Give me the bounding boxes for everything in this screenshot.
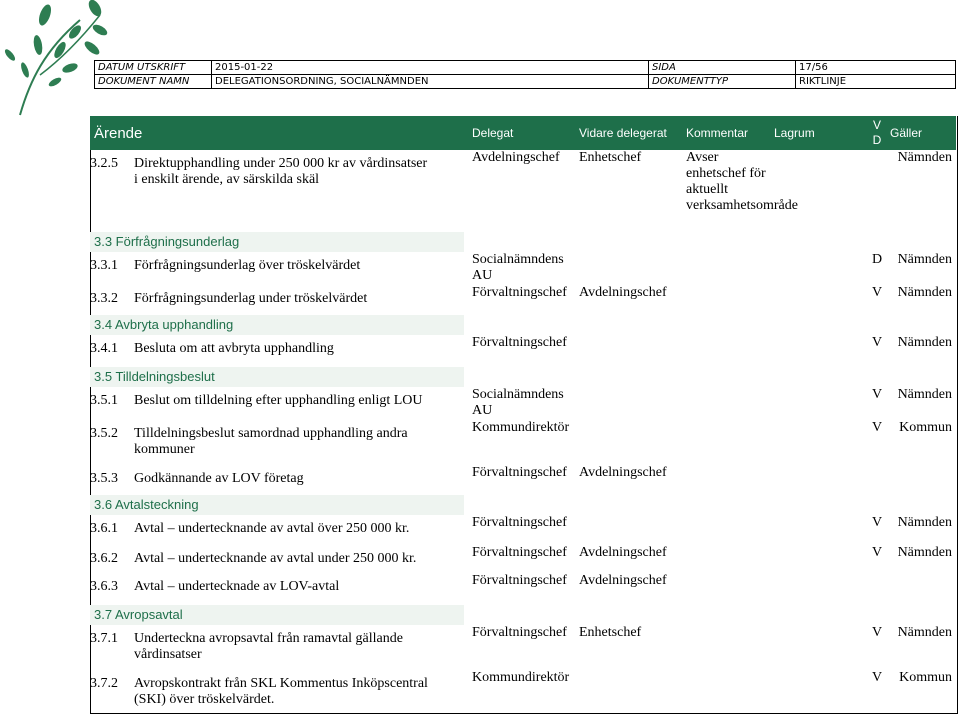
- vidare-cell: [575, 387, 682, 420]
- table-row: [90, 252, 956, 285]
- kommentar-cell: [682, 515, 770, 545]
- empty-cell: [468, 230, 575, 252]
- empty-cell: [575, 603, 682, 625]
- lagrum-cell: [770, 387, 868, 420]
- empty-cell: [468, 603, 575, 625]
- kommentar-cell: [682, 285, 770, 313]
- kommentar-cell: [682, 420, 770, 465]
- col-header-lagrum: Lagrum: [770, 116, 868, 150]
- kommentar-cell: [682, 670, 770, 710]
- empty-cell: [886, 603, 956, 625]
- header-label-date: DATUM UTSKRIFT: [95, 61, 212, 75]
- empty-cell: [770, 603, 868, 625]
- galler-cell: Kommun: [899, 420, 952, 435]
- vd-cell: D: [871, 252, 883, 267]
- vd-cell: [868, 150, 886, 230]
- empty-cell: [868, 313, 886, 335]
- empty-cell: [682, 313, 770, 335]
- empty-cell: [682, 365, 770, 387]
- kommentar-cell: Avser enhetschef för aktuellt verksamhetsområde: [686, 150, 798, 213]
- empty-cell: [575, 493, 682, 515]
- vd-cell: V: [871, 335, 883, 350]
- delegat-cell: Förvaltningschef: [472, 465, 567, 480]
- header-value-docname: DELEGATIONSORDNING, SOCIALNÄMNDEN: [212, 75, 649, 89]
- header-value-date: 2015-01-22: [212, 61, 649, 75]
- empty-cell: [575, 365, 682, 387]
- kommentar-cell: [682, 625, 770, 670]
- section-heading: 3.7 Avropsavtal: [90, 605, 464, 625]
- document-header: [94, 60, 956, 89]
- header-label-docname: DOKUMENT NAMN: [95, 75, 212, 89]
- empty-cell: [682, 603, 770, 625]
- vd-cell: V: [871, 545, 883, 560]
- lagrum-cell: [770, 670, 868, 710]
- empty-cell: [868, 230, 886, 252]
- delegat-cell: Kommundirektör: [472, 670, 570, 685]
- kommentar-cell: [682, 573, 770, 603]
- item-number: 3.5.3: [90, 471, 118, 486]
- delegat-cell: Förvaltningschef: [472, 335, 567, 350]
- vd-cell: V: [871, 387, 883, 402]
- table-row: [90, 420, 956, 465]
- item-number: 3.6.3: [90, 579, 118, 594]
- lagrum-cell: [770, 252, 868, 285]
- empty-cell: [468, 365, 575, 387]
- item-text: Direktupphandling under 250 000 kr av vårdinsatser i enskilt ärende, av särskilda skäl: [134, 156, 428, 187]
- table-row: [90, 285, 956, 313]
- empty-cell: [886, 230, 956, 252]
- galler-cell: Nämnden: [897, 545, 952, 560]
- empty-cell: [575, 313, 682, 335]
- table-row: [90, 150, 956, 230]
- empty-cell: [886, 365, 956, 387]
- col-header-vd: V D: [868, 116, 886, 150]
- empty-cell: [468, 313, 575, 335]
- vd-cell: V: [871, 285, 883, 300]
- delegation-table: [90, 116, 956, 710]
- table-header-row: [90, 116, 956, 150]
- lagrum-cell: [770, 420, 868, 465]
- header-label-page: SIDA: [649, 61, 796, 75]
- delegat-cell: Socialnämndens AU: [472, 387, 564, 418]
- section-row: [90, 365, 956, 387]
- delegat-cell: Förvaltningschef: [472, 545, 567, 560]
- table-row: [90, 625, 956, 670]
- item-number: 3.6.2: [90, 551, 118, 566]
- col-header-delegat: Delegat: [468, 116, 575, 150]
- empty-cell: [886, 493, 956, 515]
- item-text: Besluta om att avbryta upphandling: [134, 341, 334, 356]
- vidare-cell: [575, 335, 682, 365]
- vidare-cell: Avdelningschef: [579, 573, 667, 588]
- section-row: [90, 493, 956, 515]
- item-text: Godkännande av LOV företag: [134, 471, 304, 486]
- table-row: [90, 573, 956, 603]
- empty-cell: [770, 230, 868, 252]
- galler-cell: Kommun: [899, 670, 952, 685]
- item-text: Avtal – undertecknande av avtal under 250 000 kr.: [134, 551, 417, 566]
- delegat-cell: Kommundirektör: [472, 420, 570, 435]
- delegat-cell: Förvaltningschef: [472, 515, 567, 530]
- vd-cell: [868, 573, 886, 603]
- galler-cell: Nämnden: [897, 285, 952, 300]
- vidare-cell: [575, 515, 682, 545]
- header-label-doctype: DOKUMENTTYP: [649, 75, 796, 89]
- empty-cell: [682, 493, 770, 515]
- kommentar-cell: [682, 387, 770, 420]
- table-row: [90, 545, 956, 573]
- galler-cell: Nämnden: [897, 150, 952, 165]
- header-value-doctype: RIKTLINJE: [796, 75, 956, 89]
- vidare-cell: Avdelningschef: [579, 465, 667, 480]
- empty-cell: [770, 493, 868, 515]
- table-body: [90, 150, 956, 710]
- item-text: Tilldelningsbeslut samordnad upphandling andra kommuner: [134, 426, 408, 457]
- empty-cell: [868, 603, 886, 625]
- lagrum-cell: [770, 150, 868, 230]
- vidare-cell: [575, 252, 682, 285]
- col-header-vidare: Vidare delegerat: [575, 116, 682, 150]
- delegat-cell: Förvaltningschef: [472, 285, 567, 300]
- delegat-cell: Avdelningschef: [472, 150, 560, 165]
- vd-cell: V: [871, 625, 883, 640]
- section-row: [90, 313, 956, 335]
- section-heading: 3.3 Förfrågningsunderlag: [90, 232, 464, 252]
- item-number: 3.5.1: [90, 393, 118, 408]
- galler-cell: [886, 573, 956, 603]
- lagrum-cell: [770, 545, 868, 573]
- vidare-cell: Enhetschef: [579, 150, 642, 165]
- lagrum-cell: [770, 625, 868, 670]
- galler-cell: Nämnden: [897, 625, 952, 640]
- section-heading: 3.6 Avtalsteckning: [90, 495, 464, 515]
- header-value-page: 17/56: [796, 61, 956, 75]
- item-number: 3.6.1: [90, 521, 118, 536]
- item-number: 3.4.1: [90, 341, 118, 356]
- galler-cell: Nämnden: [897, 387, 952, 402]
- item-text: Avropskontrakt från SKL Kommentus Inköpscentral (SKI) över tröskelvärdet.: [134, 676, 428, 707]
- item-text: Avtal – undertecknande av avtal över 250 000 kr.: [134, 521, 410, 536]
- item-number: 3.3.1: [90, 258, 118, 273]
- section-row: [90, 230, 956, 252]
- section-heading: 3.5 Tilldelningsbeslut: [90, 367, 464, 387]
- item-text: Avtal – undertecknade av LOV-avtal: [134, 579, 340, 594]
- empty-cell: [868, 493, 886, 515]
- table-row: [90, 335, 956, 365]
- item-number: 3.3.2: [90, 291, 118, 306]
- lagrum-cell: [770, 285, 868, 313]
- vd-cell: V: [871, 420, 883, 435]
- lagrum-cell: [770, 465, 868, 493]
- vd-cell: [868, 465, 886, 493]
- galler-cell: Nämnden: [897, 252, 952, 267]
- section-row: [90, 603, 956, 625]
- galler-cell: [886, 465, 956, 493]
- empty-cell: [770, 313, 868, 335]
- section-heading: 3.4 Avbryta upphandling: [90, 315, 464, 335]
- empty-cell: [468, 493, 575, 515]
- galler-cell: Nämnden: [897, 515, 952, 530]
- empty-cell: [886, 313, 956, 335]
- empty-cell: [575, 230, 682, 252]
- col-header-arende: Ärende: [90, 116, 468, 150]
- header-row: [95, 75, 956, 89]
- item-number: 3.5.2: [90, 426, 118, 441]
- header-row: [95, 61, 956, 75]
- galler-cell: Nämnden: [897, 335, 952, 350]
- empty-cell: [682, 230, 770, 252]
- vidare-cell: Enhetschef: [579, 625, 642, 640]
- table-row: [90, 515, 956, 545]
- vd-cell: V: [871, 670, 883, 685]
- vidare-cell: [575, 670, 682, 710]
- delegat-cell: Förvaltningschef: [472, 625, 567, 640]
- kommentar-cell: [682, 252, 770, 285]
- item-text: Underteckna avropsavtal från ramavtal gällande vårdinsatser: [134, 631, 403, 662]
- lagrum-cell: [770, 573, 868, 603]
- item-number: 3.7.1: [90, 631, 118, 646]
- item-number: 3.2.5: [90, 156, 118, 171]
- col-header-galler: Gäller: [886, 116, 956, 150]
- kommentar-cell: [682, 465, 770, 493]
- vd-cell: V: [871, 515, 883, 530]
- delegat-cell: Socialnämndens AU: [472, 252, 564, 283]
- item-text: Förfrågningsunderlag under tröskelvärdet: [134, 291, 368, 306]
- empty-cell: [868, 365, 886, 387]
- kommentar-cell: [682, 335, 770, 365]
- lagrum-cell: [770, 515, 868, 545]
- item-number: 3.7.2: [90, 676, 118, 691]
- delegat-cell: Förvaltningschef: [472, 573, 567, 588]
- item-text: Beslut om tilldelning efter upphandling enligt LOU: [134, 393, 423, 408]
- empty-cell: [770, 365, 868, 387]
- table-row: [90, 670, 956, 710]
- vidare-cell: [575, 420, 682, 465]
- lagrum-cell: [770, 335, 868, 365]
- table-row: [90, 465, 956, 493]
- item-text: Förfrågningsunderlag över tröskelvärdet: [134, 258, 361, 273]
- kommentar-cell: [682, 545, 770, 573]
- vidare-cell: Avdelningschef: [579, 545, 667, 560]
- col-header-kommentar: Kommentar: [682, 116, 770, 150]
- table-row: [90, 387, 956, 420]
- vidare-cell: Avdelningschef: [579, 285, 667, 300]
